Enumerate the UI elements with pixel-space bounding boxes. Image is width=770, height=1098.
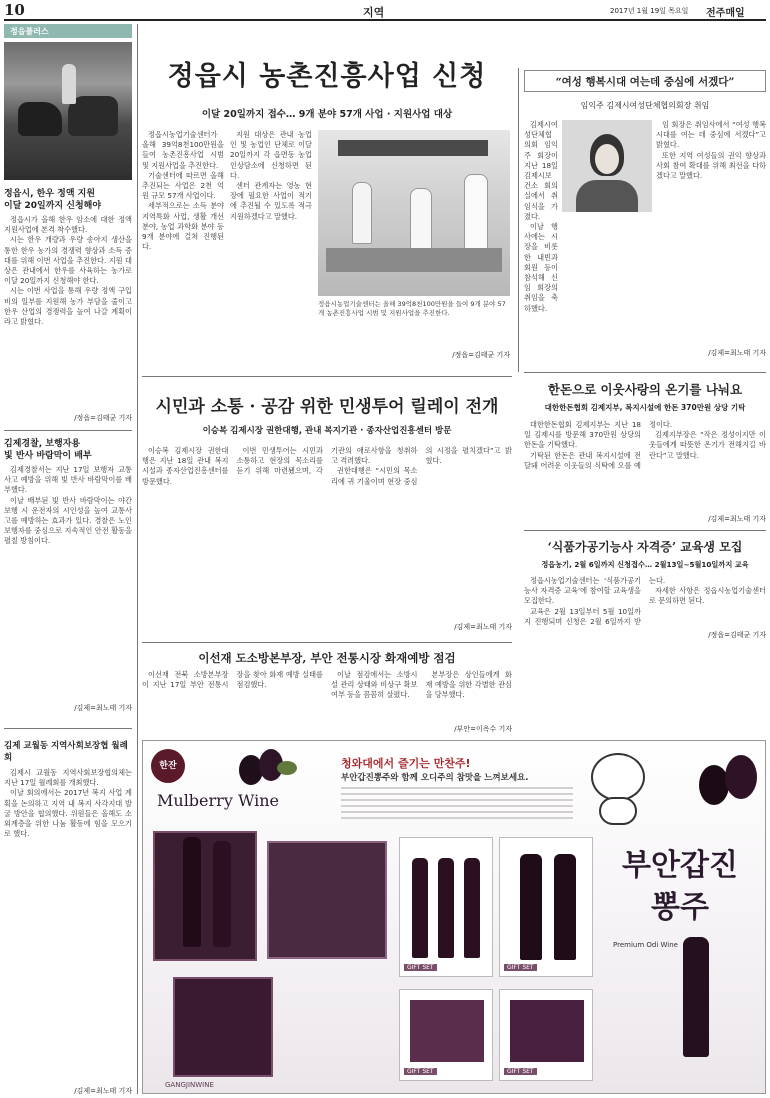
divider [524, 530, 766, 531]
hanmun-headline: 한돈으로 이웃사랑의 온기를 나눠요 [547, 382, 743, 397]
paragraph: 김제시 교월동 지역사회보장협의체는 지난 17일 월례회를 개최했다. [4, 768, 132, 788]
bottle-shape [464, 858, 480, 958]
lead-headline: 정읍시 농촌진흥사업 신청 [167, 61, 487, 92]
paragraph: 이승복 김제시장 권한대행은 지난 18일 관내 복지시설과 종자산업진흥센터를 방문했다. [142, 446, 229, 486]
bottle-shape [554, 854, 576, 960]
story-title: 김제경찰, 보행자용 [4, 439, 81, 449]
column-divider [518, 68, 519, 372]
divider [142, 376, 512, 377]
product-name: 부안갑진 뽕주 [622, 848, 738, 925]
divider [4, 728, 132, 729]
left-column [4, 24, 132, 1094]
header-rule [4, 19, 766, 21]
person-shape [410, 188, 432, 252]
paragraph: 또한 지역 여성들의 권익 향상과 사회 참여 확대를 위해 최선을 다하겠다고 말했다. [656, 150, 766, 181]
interview-quote: “여성 행복시대 여는데 중심에 서겠다” [555, 76, 735, 88]
hanmun-body [524, 420, 766, 510]
banner-shape [338, 140, 488, 156]
story-subtitle: 이달 20일까지 신청해야 [4, 201, 102, 211]
berries-cluster [699, 755, 759, 815]
hanmun-story [524, 376, 766, 526]
byline: /김제=최노태 기자 [74, 704, 132, 712]
paragraph: 이선재 전북 소방본부장이 지난 17일 부안 전통시장을 찾아 화재 예방 실태를 점검했다. [142, 670, 323, 690]
product-en: Premium Odi Wine [613, 941, 678, 949]
paragraph: 시는 한우 개량과 우량 송아지 생산을 통한 한우 농가의 경쟁력 향상과 소득 증대를 위해 이번 사업을 추진한다. 지원 대상은 관내에서 한우를 사육하는 농가로 이달 20일까지 신청해야 한다. [4, 235, 132, 286]
person-shape [62, 64, 76, 104]
mascot-head [591, 753, 645, 801]
gift-set-label: GIFT SET [404, 964, 437, 971]
story-gimje-police [4, 438, 132, 722]
seal-badge: 한잔 [151, 749, 185, 783]
table-shape [326, 248, 502, 272]
lead-body-mid [230, 130, 312, 340]
leaf-shape [277, 761, 297, 775]
gift-set-3 [399, 989, 493, 1081]
box-shape [510, 1000, 584, 1062]
cattle-photo [4, 42, 132, 180]
lead-body-left [142, 130, 224, 340]
story-title: 김제 교월동 지역사회보장협 월례회 [4, 741, 128, 763]
food-body [524, 576, 766, 628]
bottle-shape [213, 841, 231, 947]
byline: /김제=최노태 기자 [708, 349, 766, 357]
section-label: 지역 [363, 6, 385, 19]
lead-photo [318, 130, 510, 296]
gift-box [173, 977, 273, 1077]
cartoon-mascot [583, 753, 653, 827]
paper-name: 전주매일 [706, 8, 745, 19]
relay-subheadline: 이승복 김제시장 권한대행, 관내 복지기관 · 종자산업진흥센터 방문 [202, 426, 452, 436]
paragraph: 정읍시농업기술센터가 올해 39억8천100만원을 들여 농촌진흥사업 시범 및 지원사업을 추진한다. [142, 130, 224, 170]
interview-body-right [656, 120, 766, 342]
byline: /김제=최노태 기자 [74, 1087, 132, 1095]
paragraph: 지원 대상은 관내 농업인 및 농업인 단체로 이달 20일까지 각 읍면동 농업인상담소에 신청하면 된다. [230, 130, 312, 180]
paragraph: 김제시여성단체협의회 임익주 회장이 지난 18일 김제시보건소 회의실에서 취임식을 가졌다. [524, 120, 558, 221]
box-shape [410, 1000, 484, 1062]
paragraph: 센터 관계자는 영농 현장에 필요한 사업이 적기에 추진될 수 있도록 적극 지원하겠다고 말했다. [230, 181, 312, 221]
portrait-face [595, 144, 619, 174]
paragraph: 김제지부장은 “작은 정성이지만 이웃들에게 따뜻한 온기가 전해지길 바란다”고 말했다. [649, 430, 766, 460]
company-name: GANGJINWINE [165, 1081, 214, 1089]
byline: /부안=이옥수 기자 [454, 725, 512, 733]
gift-set-2 [499, 837, 593, 977]
standing-bottle [683, 937, 709, 1057]
paragraph: 기탁된 한돈은 관내 복지시설에 전달돼 어려운 이웃들의 식탁에 오를 예정이다. [524, 420, 673, 470]
ad-slogan: 부안갑진뽕주와 함께 오디주의 참맛을 느껴보세요. [341, 773, 529, 783]
wine-advertisement [142, 740, 766, 1094]
gift-set-label: GIFT SET [404, 1068, 437, 1075]
relay-story [142, 380, 512, 638]
byline: /김제=최노태 기자 [454, 623, 512, 631]
page-header [0, 0, 770, 22]
lead-subheadline: 이달 20일까지 접수… 9개 분야 57개 사업 · 지원사업 대상 [201, 109, 453, 120]
story-title: 정읍시, 한우 정액 지원 [4, 189, 96, 199]
paragraph: 세부적으로는 소득 분야 지역특화 사업, 생활 개선 분야, 농업 과학화 분야 등 9개 분야에 걸쳐 진행된다. [142, 201, 224, 252]
gift-set-label: GIFT SET [504, 1068, 537, 1075]
divider [4, 430, 132, 431]
gift-set-1 [399, 837, 493, 977]
cattle-shape [18, 102, 62, 136]
story-body [4, 465, 132, 701]
food-headline: ‘식품가공기능사 자격증’ 교육생 모집 [547, 540, 743, 554]
bottle-shape [520, 854, 542, 960]
plus-banner [4, 24, 132, 38]
ad-tagline: 청와대에서 즐기는 만찬주! [341, 757, 471, 770]
interview-body-left [524, 120, 558, 340]
paragraph: 김제경찰서는 지난 17일 보행자 교통사고 예방을 위해 빛 반사 바람막이를 배부했다. [4, 465, 132, 495]
issue-date: 2017년 1월 19일 목요일 [610, 7, 689, 15]
paragraph: 이날 회의에서는 2017년 복지 사업 계획을 논의하고 지역 내 복지 사각지대 발굴 방안을 협의했다. 위원들은 올해도 소외계층을 위한 나눔 활동에 힘을 모으기로 했다. [4, 788, 132, 839]
paragraph: 자세한 사항은 정읍시농업기술센터로 문의하면 된다. [649, 586, 766, 606]
paragraph: 시는 이번 사업을 통해 우량 정액 구입비의 일부를 지원해 농가 부담을 줄이고 한우 산업의 경쟁력을 높여 나갈 계획이라고 밝혔다. [4, 286, 132, 327]
divider [524, 372, 766, 373]
paragraph: 권한대행은 “시민의 목소리에 귀 기울이며 현장 중심의 시정을 펼치겠다”고 밝혔다. [331, 446, 512, 486]
buan-story [142, 646, 512, 736]
food-subheadline: 정읍농기, 2월 6일까지 신청접수… 2월13일~5월10일까지 교육 [541, 560, 749, 569]
paragraph: 임 회장은 취임사에서 “여성 행복시대를 여는 데 중심에 서겠다”고 밝혔다. [656, 120, 766, 150]
bottle-shape [412, 858, 428, 958]
interview-story [524, 70, 766, 370]
berry-shape [725, 755, 757, 799]
story-body [4, 215, 132, 411]
gift-box [153, 831, 257, 961]
interview-subtitle: 임익주 김제시여성단체협의회장 취임 [580, 101, 710, 110]
paragraph: 이날 점검에서는 소방시설 관리 상태와 비상구 확보 여부 등을 꼼꼼히 살폈다. [331, 670, 418, 700]
paragraph: 교육은 2월 13일부터 5월 10일까지 진행되며 신청은 2월 6일까지 받는다. [524, 576, 666, 626]
paragraph: 정읍시농업기술센터는 ‘식품가공기능사 자격증 교육’에 참여할 교육생을 모집한다. [524, 576, 641, 606]
byline: /정읍=김태균 기자 [74, 414, 132, 422]
story-hanwoo [4, 188, 132, 426]
buan-body [142, 670, 512, 722]
gift-box [267, 841, 387, 959]
paragraph: 이날 배부된 빛 반사 바람막이는 야간 보행 시 운전자의 시인성을 높여 교통사고를 예방하는 효과가 있다. 경찰은 노인 보행자를 중심으로 지속적인 안전 활동을 펼칠 방침이다. [4, 495, 132, 546]
mascot-body [599, 797, 637, 825]
gift-set-label: GIFT SET [504, 964, 537, 971]
bottle-shape [438, 858, 454, 958]
lead-photo-caption: 정읍시농업기술센터는 올해 39억8천100만원을 들여 9개 분야 57개 농촌진흥사업 시범 및 지원사업을 추진한다. [318, 300, 506, 317]
mulberry-brand: Mulberry Wine [157, 791, 279, 810]
mulberry-cluster [239, 747, 299, 791]
story-subtitle: 빛 반사 바람막이 배부 [4, 451, 92, 461]
person-shape [352, 182, 372, 244]
lead-story [142, 24, 512, 372]
bottle-shape [183, 837, 201, 947]
relay-headline: 시민과 소통 · 공감 위한 민생투어 릴레이 전개 [155, 397, 499, 417]
story-gyowol [4, 740, 132, 1095]
relay-body [142, 446, 512, 614]
plus-banner-label: 정읍플러스 [10, 27, 49, 36]
byline: /정읍=김태균 기자 [708, 631, 766, 639]
paragraph: 대한한돈협회 김제지부는 지난 18일 김제시를 방문해 370만원 상당의 한돈을 기탁했다. [524, 420, 641, 450]
paragraph: 이번 민생투어는 시민과 소통하고 현장의 목소리를 듣기 위해 마련됐으며, 각 기관의 애로사항을 청취하고 격려했다. [236, 446, 418, 476]
hanmun-subheadline: 대한한돈협회 김제지부, 복지시설에 한돈 370만원 상당 기탁 [544, 403, 746, 412]
paragraph: 본부장은 상인들에게 화재 예방을 위한 각별한 관심을 당부했다. [425, 670, 512, 700]
column-divider [137, 24, 138, 1094]
byline: /정읍=김태균 기자 [452, 351, 510, 359]
paragraph: 이날 행사에는 시장을 비롯한 내빈과 회원 등이 참석해 신임 회장의 취임을 축하했다. [524, 222, 558, 313]
page-number: 10 [4, 1, 25, 19]
byline: /김제=최노태 기자 [708, 515, 766, 523]
paragraph: 기술센터에 따르면 올해 추진되는 사업은 2천 억 원 규모 57개 사업이다. [142, 170, 224, 201]
gift-set-4 [499, 989, 593, 1081]
paragraph: 정읍시가 올해 한우 암소에 대한 정액 지원사업에 본격 착수했다. [4, 215, 132, 235]
ad-body-lines [341, 787, 573, 821]
portrait-body [576, 180, 638, 212]
buan-headline: 이선재 도소방본부장, 부안 전통시장 화재예방 점검 [198, 651, 456, 665]
divider [142, 642, 512, 643]
food-story [524, 534, 766, 638]
portrait-photo [562, 120, 652, 212]
story-body [4, 768, 132, 1084]
